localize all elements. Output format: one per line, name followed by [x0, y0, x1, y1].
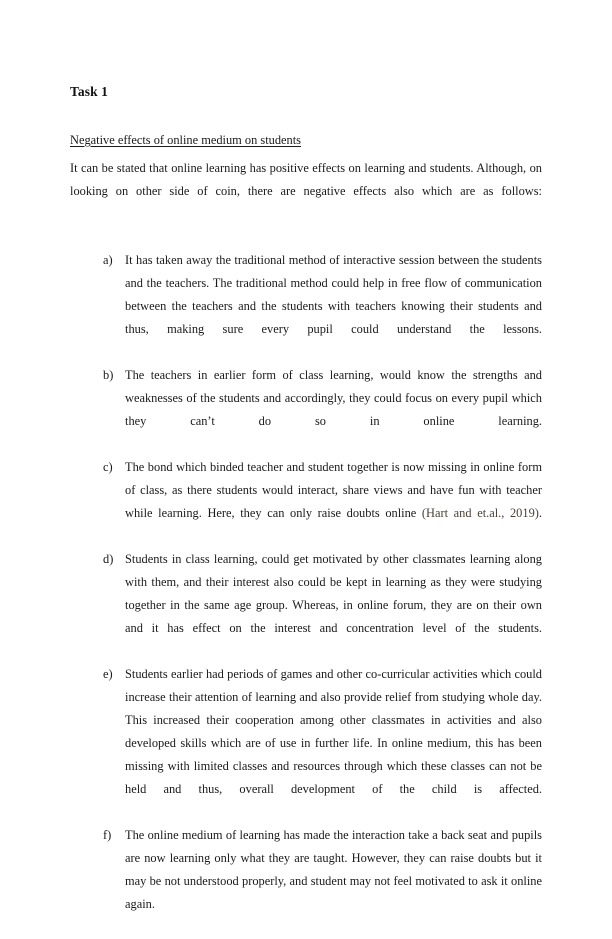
list-marker: e) — [103, 666, 113, 681]
list-item — [70, 663, 542, 824]
list-item-text-tail: . — [538, 505, 543, 520]
list-item-text — [125, 456, 542, 548]
page-title: Task 1 — [70, 84, 109, 99]
list-item — [70, 456, 542, 548]
citation-reference: (Hart and et.al., 2019) — [421, 505, 539, 520]
negative-effects-list — [70, 249, 542, 939]
list-item-text: The online medium of learning has made the interaction take a back seat and pupils are now learning only what they are taught. However, they can raise doubts but it may be not understood properly, and student may not feel motivated to ask it online again. — [125, 827, 542, 911]
list-marker: b) — [103, 367, 114, 382]
list-marker: f) — [103, 827, 112, 842]
list-item — [70, 364, 542, 456]
list-item-text-lead: The bond which binded teacher and student together is now missing in online form of class, as there students would interact, share views and have fun with teacher while learning. Here, they can only raise doubts online — [125, 459, 542, 520]
section-heading: Negative effects of online medium on students — [70, 132, 302, 147]
list-marker: d) — [103, 551, 114, 566]
list-marker: a) — [103, 252, 113, 267]
list-item — [70, 548, 542, 663]
list-item-text: It has taken away the traditional method of interactive session between the students and the teachers. The traditional method could help in free flow of communication between the teachers and the students with teachers knowing their students and thus, making sure every pupil could understand the lessons. — [125, 252, 542, 336]
intro-paragraph: It can be stated that online learning has positive effects on learning and students. Although, on looking on other side of coin, there are negative effects also which are as follows: — [70, 160, 542, 198]
list-item-text: Students in class learning, could get motivated by other classmates learning along with them, and their interest also could be kept in learning as they were studying together in the same age group. Whereas, in online forum, they are on their own and it has effect on the interest and concentration level of the students. — [125, 551, 542, 635]
list-item — [70, 824, 542, 939]
list-item-text: Students earlier had periods of games and other co-curricular activities which could increase their attention of learning and also provide relief from studying whole day. This increased their cooperation among other classmates in activities and also developed skills which are of use in further life. In online medium, this has been missing with limited classes and resources through which these classes can not be held and thus, overall development of the child is affected. — [125, 666, 542, 796]
list-marker: c) — [103, 459, 113, 474]
list-item — [70, 249, 542, 364]
document-body — [70, 85, 542, 939]
list-item-text: The teachers in earlier form of class learning, would know the strengths and weaknesses of the students and accordingly, they could focus on every pupil which they can’t do so in online learning. — [125, 367, 542, 428]
